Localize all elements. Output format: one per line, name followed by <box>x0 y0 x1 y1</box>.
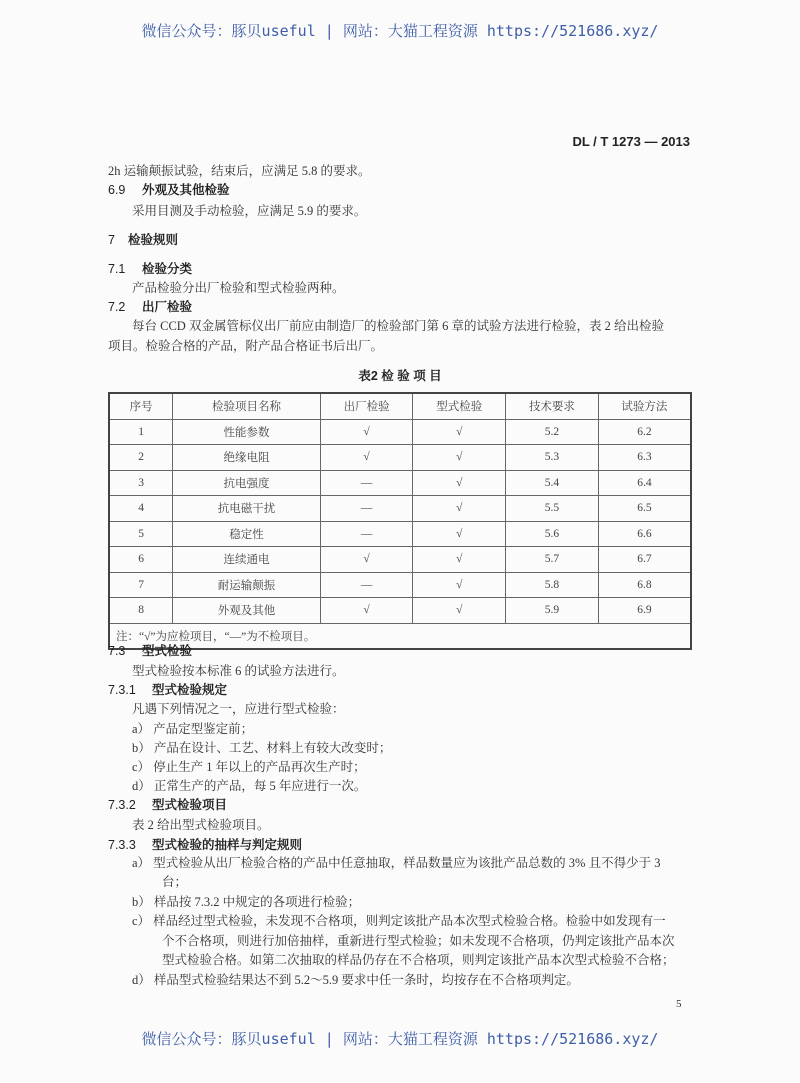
section-heading-7-2: 7.2 出厂检验 <box>108 300 193 314</box>
table-cell: √ <box>320 547 413 573</box>
list-item: a） 产品定型鉴定前； <box>132 722 254 736</box>
table-row <box>109 572 691 598</box>
list-item: a） 型式检验从出厂检验合格的产品中任意抽取，样品数量应为该批产品总数的 3% 且不得少于 3 <box>132 856 661 870</box>
table-cell: 2 <box>109 445 173 471</box>
table-cell: 6.7 <box>598 547 691 573</box>
table-cell: 5.8 <box>506 572 599 598</box>
table-row <box>109 521 691 547</box>
standard-header: DL / T 1273 — 2013 <box>572 134 690 149</box>
table-cell: 5.7 <box>506 547 599 573</box>
table-cell: 5 <box>109 521 173 547</box>
table-cell: √ <box>413 521 506 547</box>
table-cell: 外观及其他 <box>173 598 320 624</box>
list-item: d） 正常生产的产品，每 5 年应进行一次。 <box>132 779 367 793</box>
table-cell: 4 <box>109 496 173 522</box>
section-heading-6-9: 6.9 外观及其他检验 <box>108 183 230 197</box>
list-item: b） 产品在设计、工艺、材料上有较大改变时； <box>132 741 392 755</box>
table-cell: 5.4 <box>506 470 599 496</box>
column-header: 型式检验 <box>413 393 506 419</box>
page-number: 5 <box>676 998 682 1010</box>
table-cell: √ <box>413 470 506 496</box>
list-item-continuation: 型式检验合格。如第二次抽取的样品仍存在不合格项，则判定该批产品本次型式检验不合格； <box>162 953 675 967</box>
table-cell: 连续通电 <box>173 547 320 573</box>
section-heading-7-1: 7.1 检验分类 <box>108 262 193 276</box>
table-cell: √ <box>413 598 506 624</box>
table-title: 表2 检 验 项 目 <box>358 369 442 383</box>
table-cell: √ <box>413 496 506 522</box>
table-cell: 5.9 <box>506 598 599 624</box>
table-cell: 5.2 <box>506 419 599 445</box>
section-heading-7-3: 7.3 型式检验 <box>108 644 193 658</box>
table-cell: 性能参数 <box>173 419 320 445</box>
table-cell: 耐运输颠振 <box>173 572 320 598</box>
column-header: 试验方法 <box>598 393 691 419</box>
list-item: c） 停止生产 1 年以上的产品再次生产时； <box>132 760 366 774</box>
table-row <box>109 445 691 471</box>
chapter-heading-7: 7 检验规则 <box>108 233 179 247</box>
table-cell: √ <box>320 419 413 445</box>
table-row <box>109 419 691 445</box>
table-row <box>109 598 691 624</box>
table-cell: 6.5 <box>598 496 691 522</box>
table-cell: 6.3 <box>598 445 691 471</box>
paragraph: 项目。检验合格的产品，附产品合格证书后出厂。 <box>108 339 384 353</box>
paragraph: 采用目测及手动检验，应满足 5.9 的要求。 <box>132 204 367 218</box>
table-cell: 7 <box>109 572 173 598</box>
column-header: 出厂检验 <box>320 393 413 419</box>
table-cell: 抗电磁干扰 <box>173 496 320 522</box>
table-cell: √ <box>320 598 413 624</box>
table-cell: √ <box>413 572 506 598</box>
table-cell: 绝缘电阻 <box>173 445 320 471</box>
column-header: 技术要求 <box>506 393 599 419</box>
watermark-top: 微信公众号：豚贝useful | 网站：大猫工程资源 https://521686.xyz/ <box>141 22 659 40</box>
table-cell: √ <box>413 445 506 471</box>
table-cell: 6.8 <box>598 572 691 598</box>
table-cell: 6 <box>109 547 173 573</box>
inspection-items-table <box>108 392 692 650</box>
paragraph: 2h 运输颠振试验，结束后，应满足 5.8 的要求。 <box>108 164 371 178</box>
column-header: 检验项目名称 <box>173 393 320 419</box>
table-cell: 稳定性 <box>173 521 320 547</box>
table-cell: — <box>320 521 413 547</box>
section-heading-7-3-3: 7.3.3 型式检验的抽样与判定规则 <box>108 838 303 852</box>
table-cell: √ <box>413 547 506 573</box>
list-item: d） 样品型式检验结果达不到 5.2～5.9 要求中任一条时，均按存在不合格项判定。 <box>132 973 579 987</box>
table-cell: 6.6 <box>598 521 691 547</box>
table-row <box>109 496 691 522</box>
list-item-continuation: 台； <box>162 875 188 889</box>
table-cell: 抗电强度 <box>173 470 320 496</box>
list-item-continuation: 个不合格项，则进行加倍抽样，重新进行型式检验；如未发现不合格项，仍判定该批产品本次 <box>162 934 675 948</box>
table-cell: 1 <box>109 419 173 445</box>
table-cell: 8 <box>109 598 173 624</box>
paragraph: 产品检验分出厂检验和型式检验两种。 <box>132 281 345 295</box>
watermark-bottom: 微信公众号：豚贝useful | 网站：大猫工程资源 https://521686.xyz/ <box>141 1030 659 1048</box>
section-heading-7-3-1: 7.3.1 型式检验规定 <box>108 683 228 697</box>
table-cell: 6.9 <box>598 598 691 624</box>
table-row <box>109 470 691 496</box>
table-cell: 5.3 <box>506 445 599 471</box>
table-cell: 3 <box>109 470 173 496</box>
paragraph: 型式检验按本标准 6 的试验方法进行。 <box>132 664 345 678</box>
table-note: 注：“√”为应检项目，“—”为不检项目。 <box>109 623 691 649</box>
paragraph: 表 2 给出型式检验项目。 <box>132 818 270 832</box>
list-item: c） 样品经过型式检验，未发现不合格项，则判定该批产品本次型式检验合格。检验中如发现有一 <box>132 914 666 928</box>
table-cell: √ <box>413 419 506 445</box>
column-header: 序号 <box>109 393 173 419</box>
paragraph: 每台 CCD 双金属管标仪出厂前应由制造厂的检验部门第 6 章的试验方法进行检验，表 2 给出检验 <box>132 319 664 333</box>
table-note-row <box>109 623 691 649</box>
table-cell: — <box>320 496 413 522</box>
table-cell: 6.4 <box>598 470 691 496</box>
table-header-row <box>109 393 691 419</box>
table-row <box>109 547 691 573</box>
table-cell: — <box>320 470 413 496</box>
table-cell: √ <box>320 445 413 471</box>
section-heading-7-3-2: 7.3.2 型式检验项目 <box>108 798 228 812</box>
table-cell: 6.2 <box>598 419 691 445</box>
list-item: b） 样品按 7.3.2 中规定的各项进行检验； <box>132 895 361 909</box>
paragraph: 凡遇下列情况之一，应进行型式检验： <box>132 702 345 716</box>
table-cell: — <box>320 572 413 598</box>
table-cell: 5.6 <box>506 521 599 547</box>
table-cell: 5.5 <box>506 496 599 522</box>
